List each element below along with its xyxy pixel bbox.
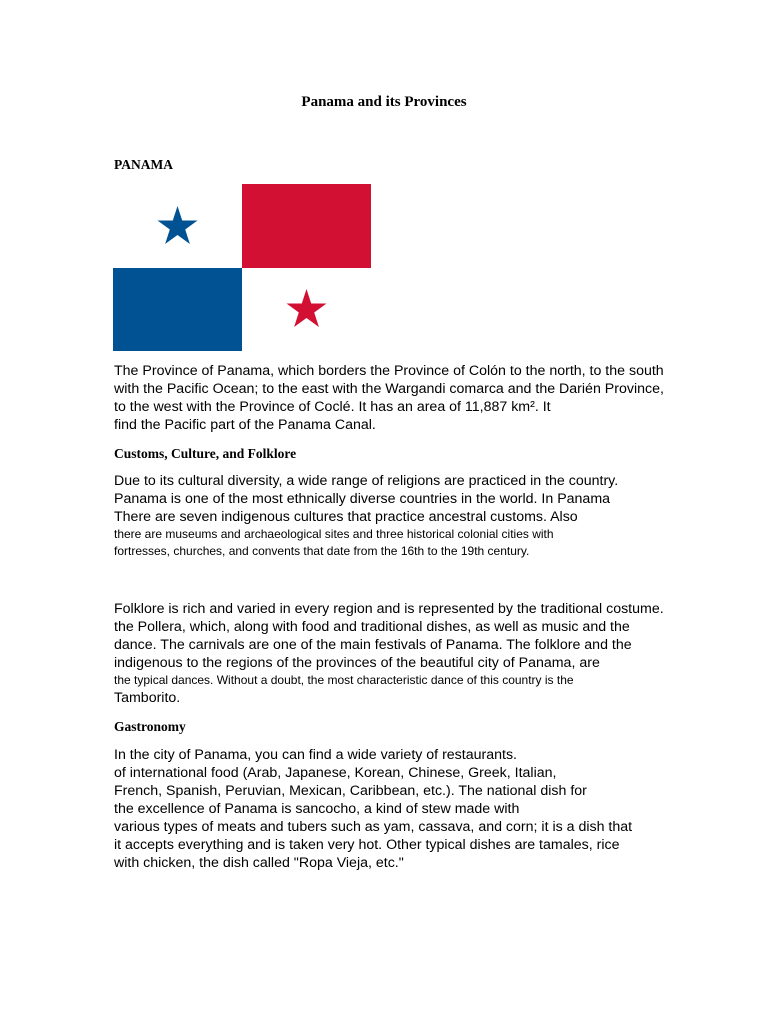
section-heading-customs: Customs, Culture, and Folklore [114, 446, 297, 461]
customs-paragraph-2 [114, 600, 714, 707]
text-line: with chicken, the dish called "Ropa Vieja, etc." [114, 855, 404, 871]
text-line: find the Pacific part of the Panama Canal. [114, 417, 376, 433]
flag-blue-quarter [113, 268, 242, 351]
text-line: dance. The carnivals are one of the main festivals of Panama. The folklore and the [114, 637, 632, 653]
text-line: fortresses, churches, and convents that date from the 16th to the 19th century. [114, 544, 530, 558]
text-line: the typical dances. Without a doubt, the most characteristic dance of this country is the [114, 673, 574, 687]
text-line: There are seven indigenous cultures that practice ancestral customs. Also [114, 509, 578, 525]
panama-flag-image [113, 184, 371, 351]
text-line: with the Pacific Ocean; to the east with the Wargandi comarca and the Darién Province, [114, 381, 664, 397]
text-line: the excellence of Panama is sancocho, a kind of stew made with [114, 801, 520, 817]
text-line: there are museums and archaeological sites and three historical colonial cities with [114, 527, 554, 541]
flag-red-quarter [242, 184, 371, 268]
text-line: of international food (Arab, Japanese, Korean, Chinese, Greek, Italian, [114, 765, 557, 781]
section-heading-gastronomy: Gastronomy [114, 719, 186, 734]
text-line: Folklore is rich and varied in every region and is represented by the traditional costume. [114, 601, 664, 617]
section-heading-panama: PANAMA [114, 157, 173, 172]
text-line: the Pollera, which, along with food and traditional dishes, as well as music and the [114, 619, 630, 635]
text-line: to the west with the Province of Coclé. It has an area of 11,887 km². It [114, 399, 551, 415]
page-title: Panama and its Provinces [301, 94, 467, 110]
gastronomy-paragraph [114, 746, 714, 872]
customs-paragraph-1 [114, 472, 714, 560]
text-line: various types of meats and tubers such as yam, cassava, and corn; it is a dish that [114, 819, 633, 835]
text-line: In the city of Panama, you can find a wide variety of restaurants. [114, 747, 517, 763]
text-line: The Province of Panama, which borders the Province of Colón to the north, to the south [114, 363, 664, 379]
panama-description [114, 362, 714, 434]
text-line: it accepts everything and is taken very hot. Other typical dishes are tamales, rice [114, 837, 620, 853]
text-line: Panama is one of the most ethnically diverse countries in the world. In Panama [114, 491, 611, 507]
text-line: Due to its cultural diversity, a wide range of religions are practiced in the country. [114, 473, 619, 489]
text-line: indigenous to the regions of the provinces of the beautiful city of Panama, are [114, 655, 600, 671]
text-line: Tamborito. [114, 690, 181, 706]
text-line: French, Spanish, Peruvian, Mexican, Caribbean, etc.). The national dish for [114, 783, 587, 799]
